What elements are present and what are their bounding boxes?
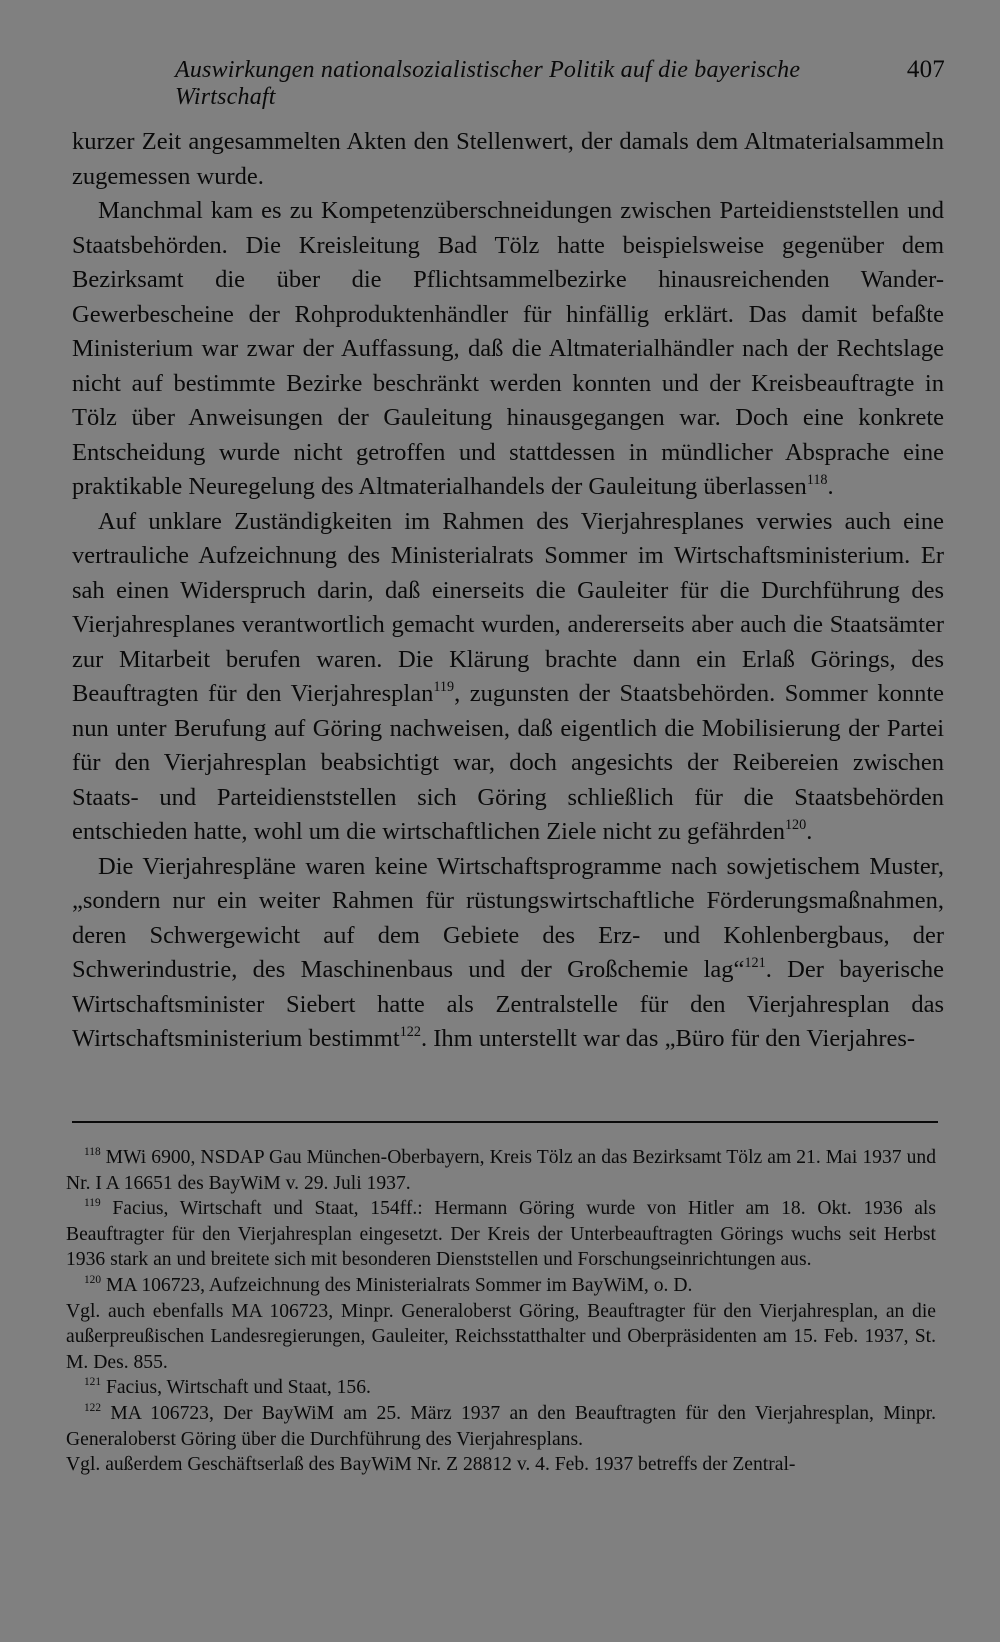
footnote-number: 122 — [84, 1401, 102, 1414]
footnote-number: 118 — [84, 1145, 101, 1158]
footnote-ref[interactable]: 121 — [744, 954, 766, 971]
paragraph: Die Vierjahrespläne waren keine Wirtschaftsprogramme nach sowjetischem Muster, „sondern nur ein weiter Rahmen für rüstungswirtschaftliche Förderungsmaßnahmen, deren Schwergewicht auf dem Gebiete des Erz- und Kohlenbergbaus, der Schwerindustrie, des Maschinenbaus und der Großchemie lag“$^{121}$. Der bayerische Wirtschaftsminister Siebert hatte als Zentralstelle für den Vierjahresplan das Wirtschaftsministerium bestimmt$^{122}$. Ihm unterstellt war das „Büro für den Vierjahres- — [72, 852, 944, 1052]
footnote-ref[interactable]: 122 — [399, 1023, 421, 1040]
footnotes — [66, 1145, 936, 1478]
running-header — [175, 56, 945, 111]
footnote: $^{120}$ MA 106723, Aufzeichnung des Ministerialrats Sommer im BayWiM, o. D. — [84, 1273, 693, 1296]
running-title: Auswirkungen nationalsozialistischer Politik auf die bayerische Wirtschaft — [175, 57, 801, 110]
page-number: 407 — [906, 56, 945, 83]
paragraph: Auf unklare Zuständigkeiten im Rahmen des Vierjahresplanes verwies auch eine vertrauliche Aufzeichnung des Ministerialrats Sommer im Wirtschaftsministerium. Er sah einen Widerspruch darin, daß einerseits die Gauleiter für die Durchführung des Vierjahresplanes verantwortlich gemacht wurden, andererseits aber auch die Staatsämter zur Mitarbeit berufen waren. Die Klärung brachte dann ein Erlaß Görings, des Beauftragten für den Vierjahresplan$^{119}$, zugunsten der Staatsbehörden. Sommer konnte nun unter Berufung auf Göring nachweisen, daß eigentlich die Mobilisierung der Partei für den Vierjahresplan beabsichtigt war, doch angesichts der Reibereien zwischen Staats- und Parteidienststellen sich Göring schließlich für die Staatsbehörden entschieden hatte, wohl um die wirtschaftlichen Ziele nicht zu gefährden$^{120}$. — [72, 507, 944, 845]
footnote-divider — [72, 1121, 938, 1123]
footnote-ref[interactable]: 119 — [433, 678, 455, 695]
footnote: $^{121}$ Facius, Wirtschaft und Staat, 156. — [84, 1376, 371, 1399]
paragraph: kurzer Zeit angesammelten Akten den Stellenwert, der damals dem Altmaterialsammeln zugemessen wurde. — [72, 128, 944, 190]
footnote: $^{122}$ MA 106723, Der BayWiM am 25. März 1937 an den Beauftragten für den Vierjahresplan, Minpr. Generaloberst Göring über die Durchführung des Vierjahresplans. — [66, 1401, 936, 1450]
footnote-number: 120 — [84, 1273, 102, 1286]
main-text — [72, 125, 944, 1057]
footnote: $^{118}$ MWi 6900, NSDAP Gau München-Oberbayern, Kreis Tölz an das Bezirksamt Tölz am 21. Mai 1937 und Nr. I A 16651 des BayWiM v. 29. Juli 1937. — [66, 1145, 936, 1194]
footnote-number: 121 — [84, 1376, 102, 1389]
footnote-ref[interactable]: 120 — [784, 816, 807, 833]
footnote-number: 119 — [84, 1197, 101, 1210]
footnote-continuation: Vgl. auch ebenfalls MA 106723, Minpr. Generaloberst Göring, Beauftragter für den Vierjahresplan, an die außerpreußischen Landesregierungen, Gauleiter, Reichsstatthalter und Oberpräsidenten am 15. Feb. 1937, St. M. Des. 855. — [66, 1300, 936, 1373]
paragraph: Manchmal kam es zu Kompetenzüberschneidungen zwischen Parteidienststellen und Staatsbehörden. Die Kreisleitung Bad Tölz hatte beispielsweise gegenüber dem Bezirksamt die über die Pflichtsammelbezirke hinausreichenden Wander-Gewerbescheine der Rohproduktenhändler für hinfällig erklärt. Das damit befaßte Ministerium war zwar der Auffassung, daß die Altmaterialhändler nach der Rechtslage nicht auf bestimmte Bezirke beschränkt werden konnten und der Kreisbeauftragte in Tölz über Anweisungen der Gauleitung hinausgegangen war. Doch eine konkrete Entscheidung wurde nicht getroffen und stattdessen in mündlicher Absprache eine praktikable Neuregelung des Altmaterialhandels der Gauleitung überlassen$^{118}$. — [72, 197, 944, 500]
footnote-ref[interactable]: 118 — [806, 471, 828, 488]
footnote-continuation: Vgl. außerdem Geschäftserlaß des BayWiM Nr. Z 28812 v. 4. Feb. 1937 betreffs der Zentral- — [66, 1454, 796, 1476]
footnote: $^{119}$ Facius, Wirtschaft und Staat, 154ff.: Hermann Göring wurde von Hitler am 18. Okt. 1936 als Beauftragter für den Vierjahresplan eingesetzt. Der Kreis der Unterbeauftragten Görings wuchs seit Herbst 1936 stark an und breitete sich mit besonderen Dienststellen und Forschungseinrichtungen aus. — [66, 1197, 936, 1271]
